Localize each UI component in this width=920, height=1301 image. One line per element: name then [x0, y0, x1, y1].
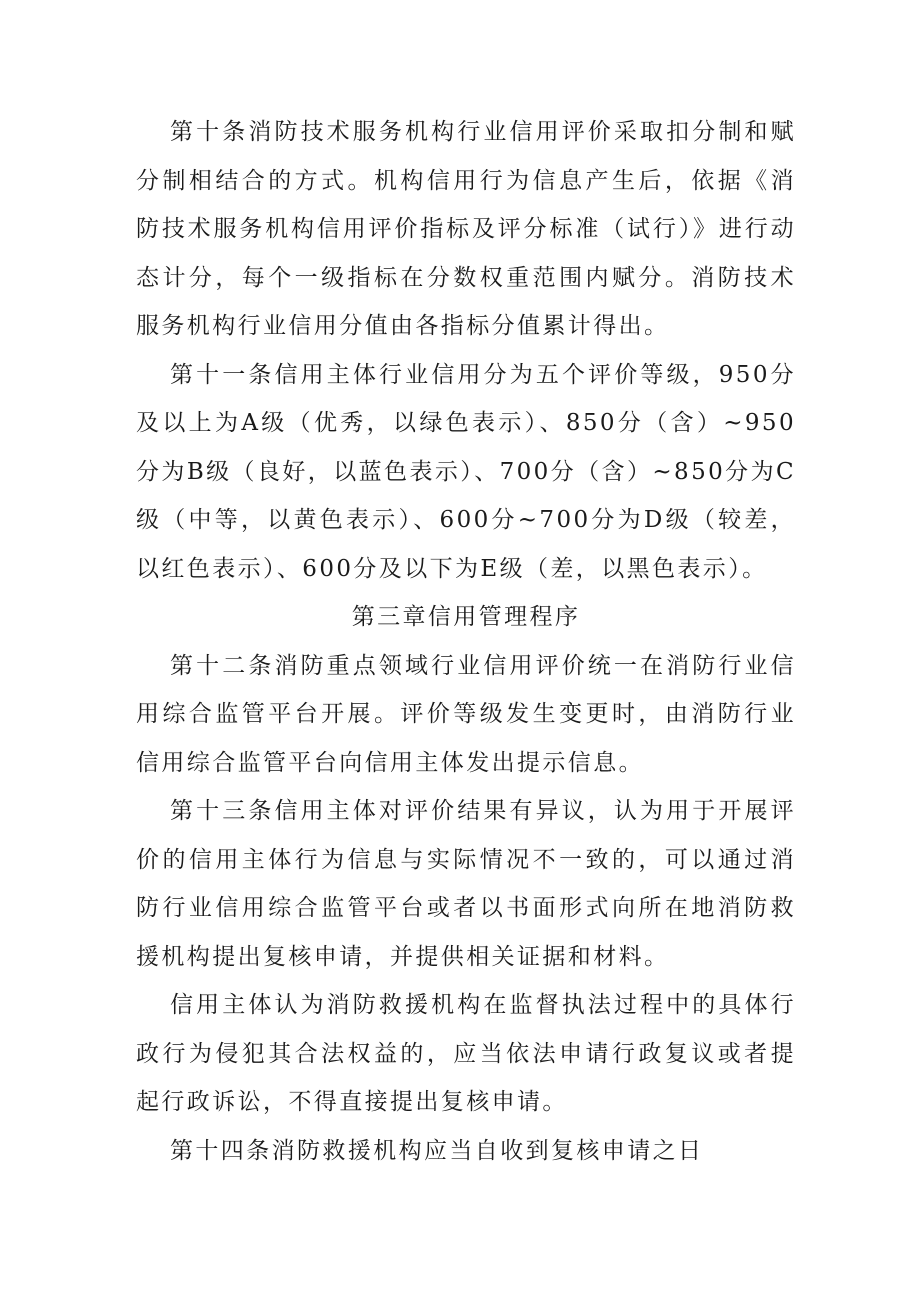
chapter-heading: 第三章信用管理程序 [351, 604, 581, 630]
article-10-paragraph: 第十条消防技术服务机构行业信用评价采取扣分制和赋分制相结合的方式。机构信用行为信息产生后，依据《消防技术服务机构信用评价指标及评分标准（试行）》进行动态计分，每个一级指标在分数权重范围内赋分。消防技术服务机构行业信用分值由各指标分值累计得出。 [136, 119, 796, 339]
article-14-paragraph: 第十四条消防救援机构应当自收到复核申请之日 [170, 1137, 704, 1164]
document-body [136, 108, 796, 1175]
article-11-paragraph: 第十一条信用主体行业信用分为五个评价等级，950分及以上为A级（优秀，以绿色表示）、850分（含）~950分为B级（良好，以蓝色表示）、700分（含）~850分为C级（中等，以黄色表示）、600分~700分为D级（较差，以红色表示）、600分及以下为E级（差，以黑色表示）。 [136, 361, 796, 582]
article-13-paragraph: 第十三条信用主体对评价结果有异议，认为用于开展评价的信用主体行为信息与实际情况不一致的，可以通过消防行业信用综合监管平台或者以书面形式向所在地消防救援机构提出复核申请，并提供相关证据和材料。 [136, 798, 796, 970]
article-12-paragraph: 第十二条消防重点领域行业信用评价统一在消防行业信用综合监管平台开展。评价等级发生变更时，由消防行业信用综合监管平台向信用主体发出提示信息。 [136, 652, 796, 776]
article-13-clause-paragraph: 信用主体认为消防救援机构在监督执法过程中的具体行政行为侵犯其合法权益的，应当依法申请行政复议或者提起行政诉讼，不得直接提出复核申请。 [136, 992, 796, 1115]
